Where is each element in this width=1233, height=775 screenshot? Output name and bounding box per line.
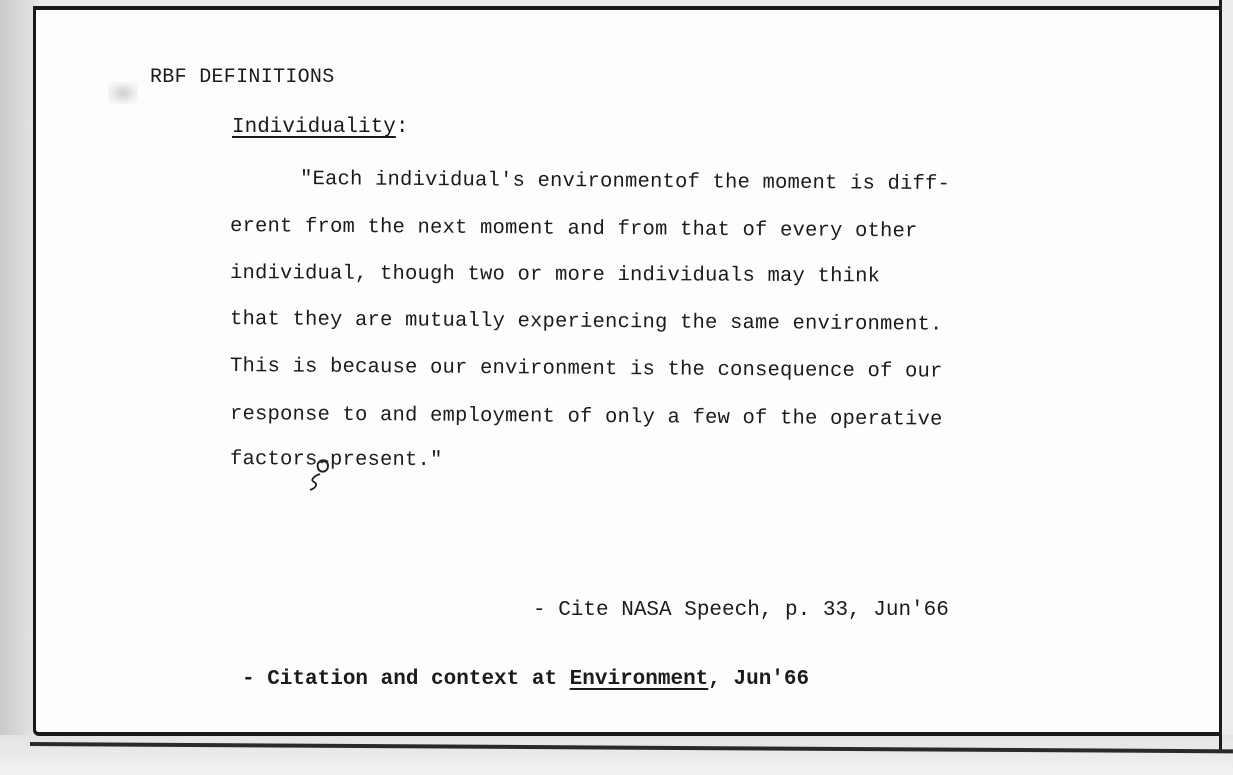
quote-line: This is because our environment is the consequence of our (229, 355, 943, 384)
ink-smudge (108, 82, 138, 104)
term-colon: : (395, 116, 409, 139)
document-header: RBF DEFINITIONS (150, 66, 335, 89)
quote-line: "Each individual's environmentof the moment is diff- (299, 168, 951, 197)
quote-line: individual, though two or more individuals may think (229, 262, 881, 289)
quote-line: response to and employment of only a few of the operative (229, 403, 943, 432)
term-label: Individuality (232, 116, 396, 139)
scan-bottom-strip (0, 735, 1233, 775)
term-heading (232, 116, 408, 139)
right-border-rule (1219, 0, 1222, 750)
quote-line: erent from the next moment and from that of every other (229, 215, 918, 244)
handwritten-insert-mark-icon (304, 452, 338, 492)
quote-line: that they are mutually experiencing the same environment. (229, 308, 943, 337)
speech-citation: - Cite NASA Speech, p. 33, Jun'66 (533, 599, 949, 622)
citation-suffix: , Jun'66 (708, 668, 810, 691)
environment-link[interactable]: Environment (569, 668, 709, 691)
citation-prefix: - Citation and context at (242, 668, 570, 691)
quote-line: factors present." (229, 448, 443, 473)
context-citation (242, 668, 809, 691)
